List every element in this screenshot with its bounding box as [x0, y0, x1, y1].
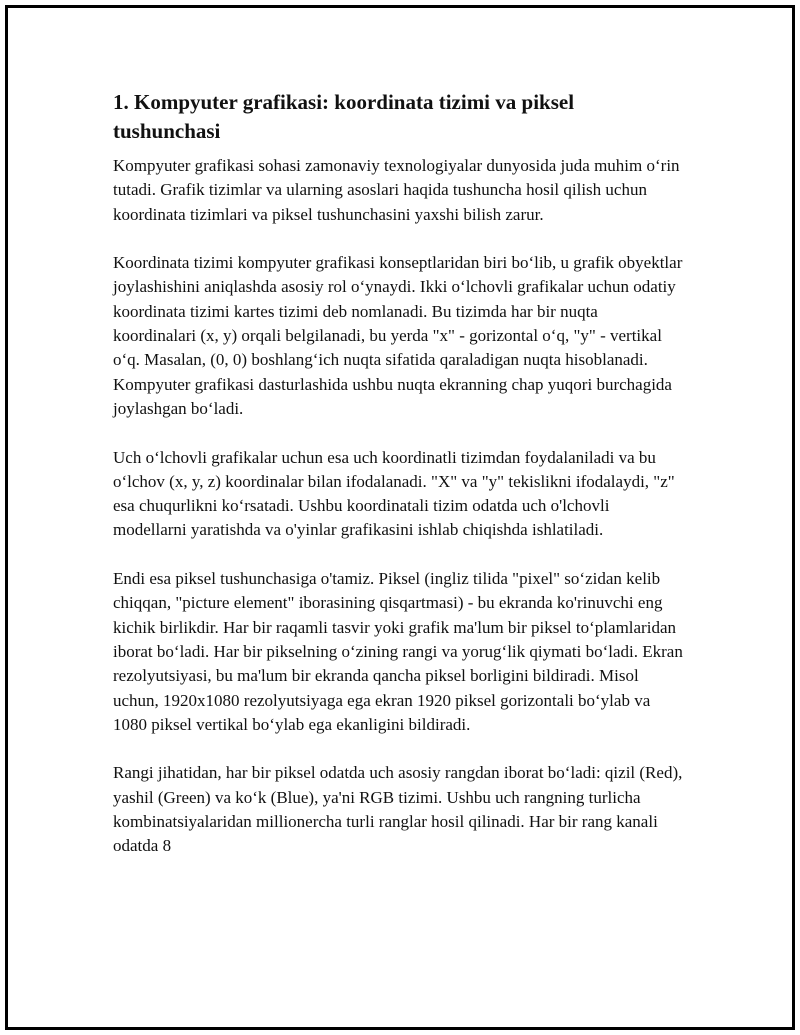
paragraph-intro: Kompyuter grafikasi sohasi zamonaviy texnologiyalar dunyosida juda muhim o‘rin tutadi. Grafik tizimlar va ularning asoslari haqida tushuncha hosil qilish uchun koordinata tizimlari va piksel tushunchasini yaxshi bilish zarur. — [113, 156, 680, 224]
paragraph-rgb: Rangi jihatidan, har bir piksel odatda uch asosiy rangdan iborat bo‘ladi: qizil (Red), yashil (Green) va ko‘k (Blue), ya'ni RGB tizimi. Ushbu uch rangning turlicha kombinatsiyalaridan millionercha turli ranglar hosil qilinadi. Har bir rang kanali odatda 8 — [113, 763, 683, 856]
paragraph-pixel: Endi esa piksel tushunchasiga o'tamiz. Piksel (ingliz tilida "pixel" so‘zidan kelib chiqqan, "picture element" iborasining qisqartmasi) - bu ekranda ko'rinuvchi eng kichik birlikdir. Har bir raqamli tasvir yoki grafik ma'lum bir piksel to‘plamlaridan iborat bo‘ladi. Har bir pikselning o‘zining rangi va yorug‘lik qiymati bo‘ladi. Ekran rezolyutsiyasi, bu ma'lum bir ekranda qancha piksel borligini bildiradi. Misol uchun, 1920x1080 rezolyutsiyaga ega ekran 1920 piksel gorizontali bo‘ylab va 1080 piksel vertikal bo‘ylab ega ekanligini bildiradi. — [113, 569, 683, 734]
section-heading: 1. Kompyuter grafikasi: koordinata tizimi va piksel tushunchasi — [113, 90, 575, 143]
paragraph-3d-coordinates: Uch o‘lchovli grafikalar uchun esa uch koordinatli tizimdan foydalaniladi va bu o‘lchov (x, y, z) koordinalar bilan ifodalanadi. "X" va "y" tekislikni ifodalaydi, "z" esa chuqurlikni ko‘rsatadi. Ushbu koordinatali tizim odatda uch o'lchovli modellarni yaratishda va o'yinlar grafikasini ishlab chiqishda ishlatiladi. — [113, 447, 675, 540]
document-body — [113, 88, 683, 883]
paragraph-coordinate-system: Koordinata tizimi kompyuter grafikasi konseptlaridan biri bo‘lib, u grafik obyektlar joylashishini aniqlashda asosiy rol o‘ynaydi. Ikki o‘lchovli grafikalar uchun odatiy koordinata tizimi kartes tizimi deb nomlanadi. Bu tizimda har bir nuqta koordinalari (x, y) orqali belgilanadi, bu yerda "x" - gorizontal o‘q, "y" - vertikal o‘q. Masalan, (0, 0) boshlang‘ich nuqta sifatida qaraladigan nuqta hisoblanadi. Kompyuter grafikasi dasturlashida ushbu nuqta ekranning chap yuqori burchagida joylashgan bo‘ladi. — [113, 253, 683, 418]
